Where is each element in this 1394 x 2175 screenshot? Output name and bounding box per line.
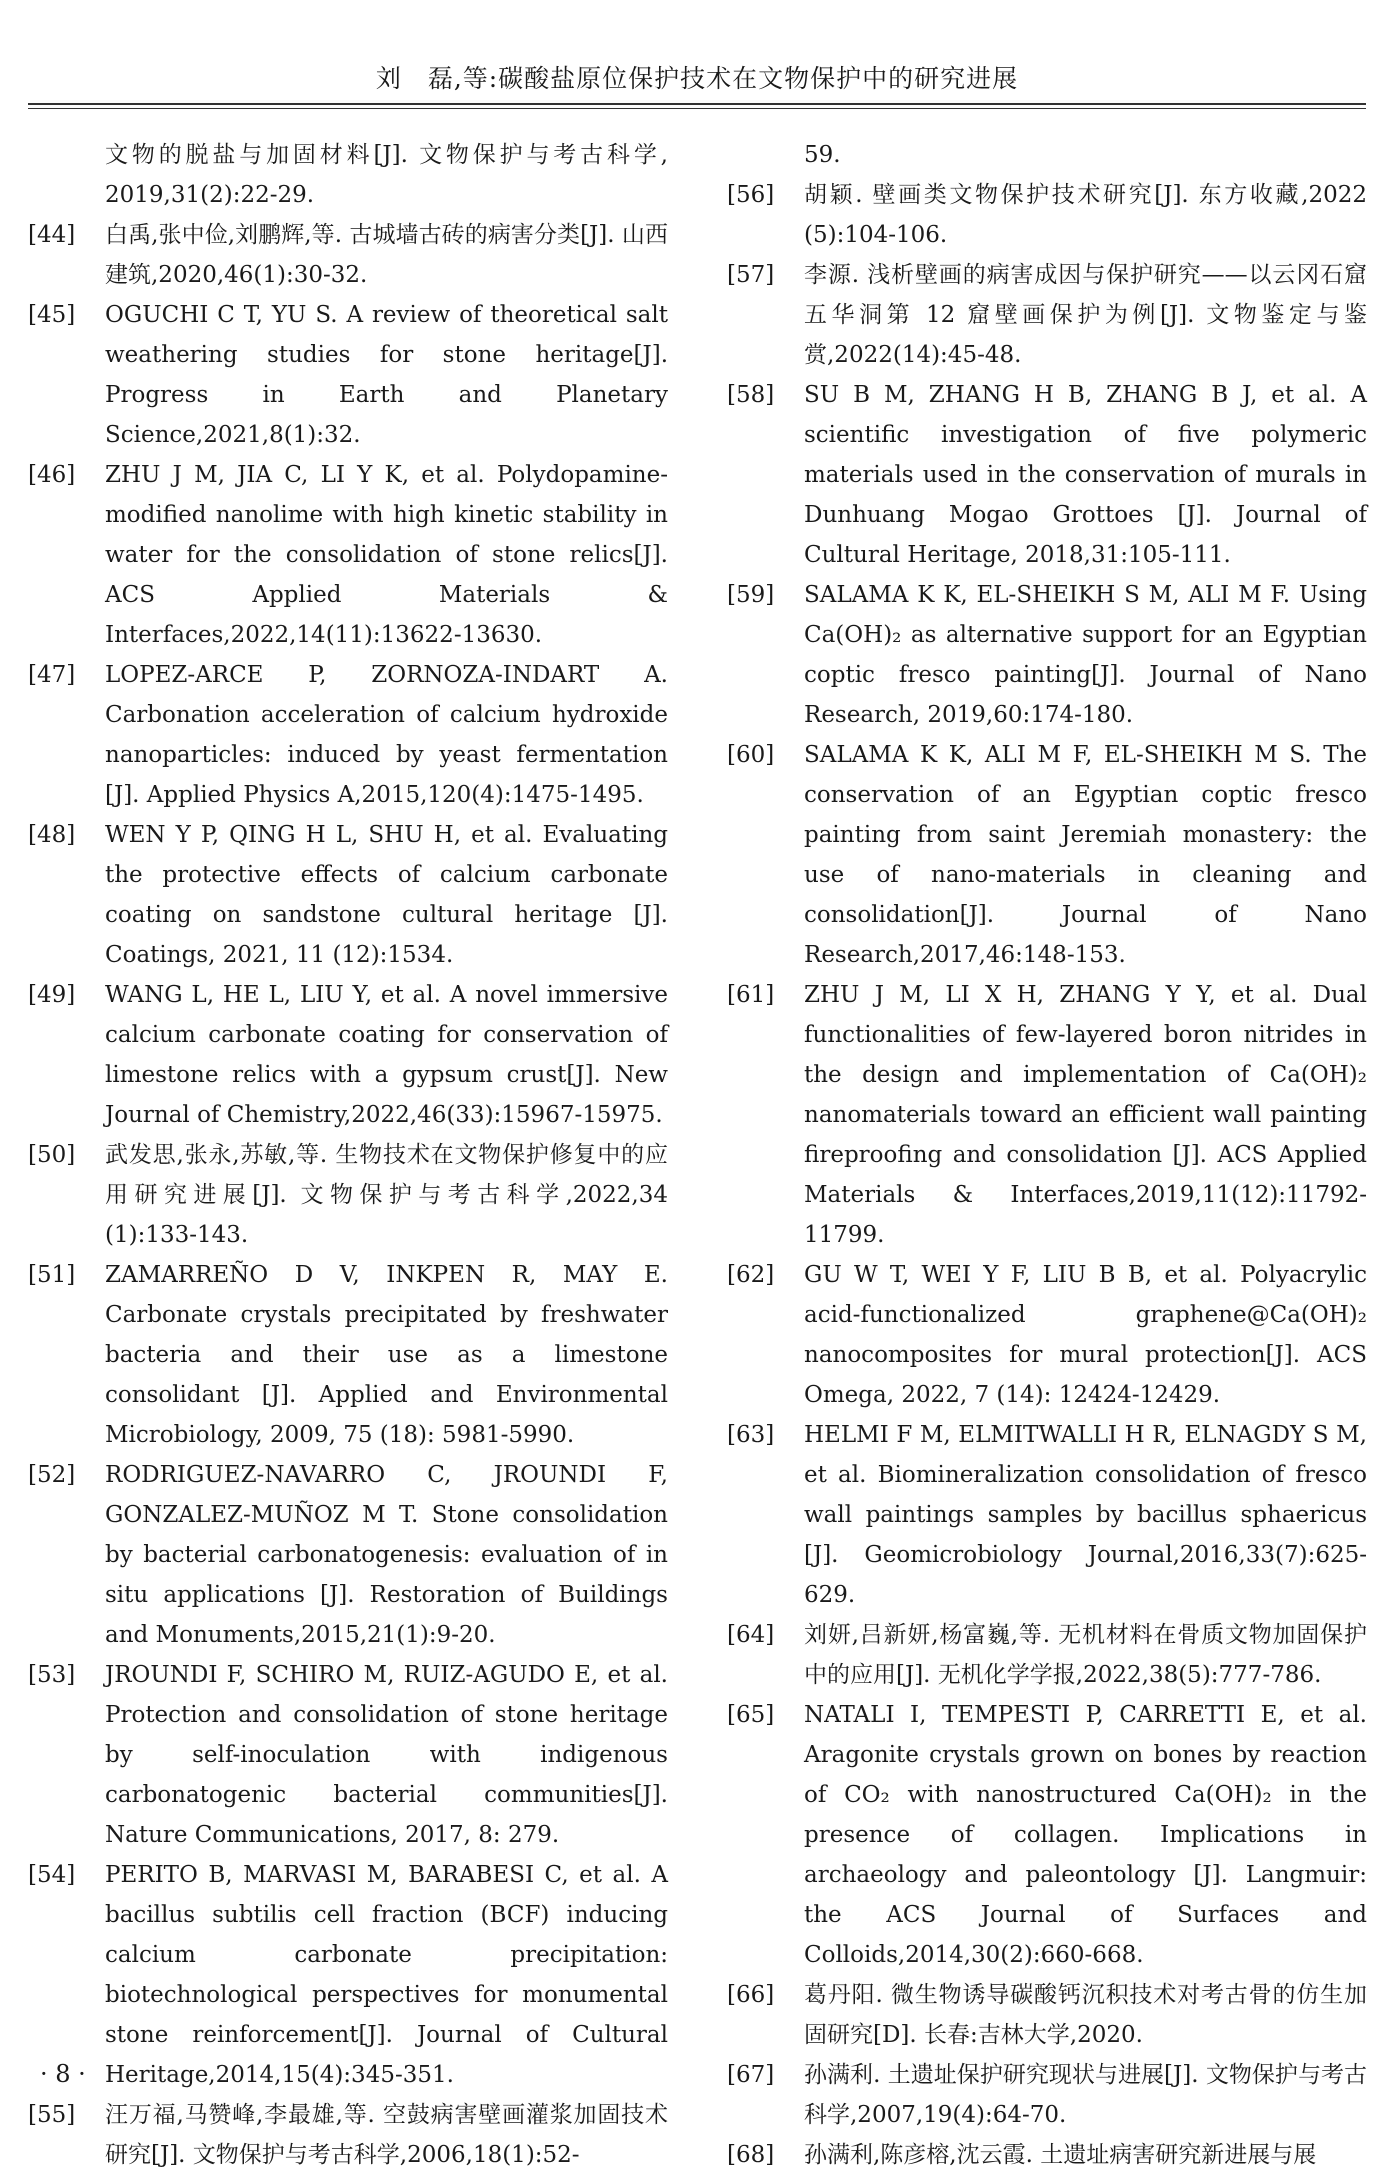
left-column	[28, 135, 668, 2175]
reference-number: [50]	[28, 1142, 76, 1168]
reference-item	[28, 655, 668, 815]
reference-number: [62]	[727, 1262, 775, 1288]
reference-number: [65]	[727, 1702, 775, 1728]
reference-number: [59]	[727, 582, 775, 608]
reference-item	[28, 1855, 668, 2095]
reference-item	[727, 575, 1367, 735]
reference-text: LOPEZ-ARCE P, ZORNOZA-INDART A. Carbonation acceleration of calcium hydroxide nanoparticles: induced by yeast fermentation [J]. Applied Physics A,2015,120(4):1475-1495.	[105, 662, 668, 808]
reference-item	[727, 2055, 1367, 2135]
reference-text: RODRIGUEZ-NAVARRO C, JROUNDI F, GONZALEZ-MUÑOZ M T. Stone consolidation by bacterial carbonatogenesis: evaluation of in situ applications [J]. Restoration of Buildings and Monuments,2015,21(1):9-20.	[105, 1462, 668, 1648]
reference-text: SU B M, ZHANG H B, ZHANG B J, et al. A scientific investigation of five polymeric materials used in the conservation of murals in Dunhuang Mogao Grottoes [J]. Journal of Cultural Heritage, 2018,31:105-111.	[804, 382, 1367, 568]
reference-number: [55]	[28, 2102, 76, 2128]
reference-text: OGUCHI C T, YU S. A review of theoretical salt weathering studies for stone heritage[J]. Progress in Earth and Planetary Science,2021,8(1):32.	[105, 302, 668, 448]
reference-item	[28, 1135, 668, 1255]
reference-number: [60]	[727, 742, 775, 768]
reference-item	[28, 1255, 668, 1455]
reference-text: SALAMA K K, ALI M F, EL-SHEIKH M S. The conservation of an Egyptian coptic fresco painting from saint Jeremiah monastery: the use of nano-materials in cleaning and consolidation[J]. Journal of Nano Research,2017,46:148-153.	[804, 742, 1367, 968]
reference-text: ZHU J M, LI X H, ZHANG Y Y, et al. Dual functionalities of few-layered boron nitrides in the design and implementation of Ca(OH)₂ nanomaterials toward an efficient wall painting fireproofing and consolidation [J]. ACS Applied Materials & Interfaces,2019,11(12):11792-11799.	[804, 982, 1367, 1248]
running-header: 刘 磊,等:碳酸盐原位保护技术在文物保护中的研究进展	[28, 55, 1366, 105]
reference-item	[727, 975, 1367, 1255]
reference-number: [56]	[727, 182, 775, 208]
reference-continuation	[28, 135, 668, 215]
reference-number: [66]	[727, 1982, 775, 2008]
reference-item	[28, 2095, 668, 2175]
reference-item	[727, 175, 1367, 255]
reference-number: [68]	[727, 2142, 775, 2168]
reference-number: [48]	[28, 822, 76, 848]
reference-item	[28, 215, 668, 295]
reference-text: JROUNDI F, SCHIRO M, RUIZ-AGUDO E, et al. Protection and consolidation of stone heritage by self-inoculation with indigenous carbonatogenic bacterial communities[J]. Nature Communications, 2017, 8: 279.	[105, 1662, 668, 1848]
reference-number: [47]	[28, 662, 76, 688]
reference-item	[727, 1615, 1367, 1695]
reference-text: NATALI I, TEMPESTI P, CARRETTI E, et al. Aragonite crystals grown on bones by reaction of CO₂ with nanostructured Ca(OH)₂ in the presence of collagen. Implications in archaeology and paleontology [J]. Langmuir: the ACS Journal of Surfaces and Colloids,2014,30(2):660-668.	[804, 1702, 1367, 1968]
reference-item	[727, 255, 1367, 375]
reference-text: 胡颖. 壁画类文物保护技术研究[J]. 东方收藏,2022 (5):104-106.	[804, 182, 1367, 248]
reference-number: [49]	[28, 982, 76, 1008]
reference-number: [58]	[727, 382, 775, 408]
reference-text: WEN Y P, QING H L, SHU H, et al. Evaluating the protective effects of calcium carbonate coating on sandstone cultural heritage [J]. Coatings, 2021, 11 (12):1534.	[105, 822, 668, 968]
reference-number: [46]	[28, 462, 76, 488]
reference-number: [61]	[727, 982, 775, 1008]
reference-text: PERITO B, MARVASI M, BARABESI C, et al. A bacillus subtilis cell fraction (BCF) inducing calcium carbonate precipitation: biotechnological perspectives for monumental stone reinforcement[J]. Journal of Cultural Heritage,2014,15(4):345-351.	[105, 1862, 668, 2088]
reference-number: [57]	[727, 262, 775, 288]
reference-item	[28, 815, 668, 975]
reference-text: WANG L, HE L, LIU Y, et al. A novel immersive calcium carbonate coating for conservation of limestone relics with a gypsum crust[J]. New Journal of Chemistry,2022,46(33):15967-15975.	[105, 982, 668, 1128]
reference-item	[727, 2135, 1367, 2175]
reference-number: [53]	[28, 1662, 76, 1688]
reference-item	[727, 375, 1367, 575]
reference-item	[28, 1655, 668, 1855]
reference-item	[28, 975, 668, 1135]
reference-text: 文物的脱盐与加固材料[J]. 文物保护与考古科学, 2019,31(2):22-29.	[105, 142, 668, 208]
reference-text: 白禹,张中俭,刘鹏辉,等. 古城墙古砖的病害分类[J]. 山西建筑,2020,46(1):30-32.	[105, 222, 668, 288]
reference-number: [45]	[28, 302, 76, 328]
reference-item	[28, 1455, 668, 1655]
reference-number: [44]	[28, 222, 76, 248]
reference-text: 葛丹阳. 微生物诱导碳酸钙沉积技术对考古骨的仿生加固研究[D]. 长春:吉林大学,2020.	[804, 1982, 1367, 2048]
reference-text: HELMI F M, ELMITWALLI H R, ELNAGDY S M, et al. Biomineralization consolidation of fresco wall paintings samples by bacillus sphaericus [J]. Geomicrobiology Journal,2016,33(7):625-629.	[804, 1422, 1367, 1608]
reference-number: [54]	[28, 1862, 76, 1888]
reference-text: ZAMARREÑO D V, INKPEN R, MAY E. Carbonate crystals precipitated by freshwater bacteria and their use as a limestone consolidant [J]. Applied and Environmental Microbiology, 2009, 75 (18): 5981-5990.	[105, 1262, 668, 1448]
reference-number: [52]	[28, 1462, 76, 1488]
reference-continuation	[727, 135, 1367, 175]
right-column	[727, 135, 1367, 2175]
reference-item	[727, 1695, 1367, 1975]
reference-text: 武发思,张永,苏敏,等. 生物技术在文物保护修复中的应用研究进展[J]. 文物保护与考古科学,2022,34 (1):133-143.	[105, 1142, 668, 1248]
reference-item	[727, 735, 1367, 975]
reference-text: SALAMA K K, EL-SHEIKH S M, ALI M F. Using Ca(OH)₂ as alternative support for an Egyptian coptic fresco painting[J]. Journal of Nano Research, 2019,60:174-180.	[804, 582, 1367, 728]
reference-text: 孙满利,陈彦榕,沈云霞. 土遗址病害研究新进展与展	[804, 2142, 1317, 2168]
reference-number: [51]	[28, 1262, 76, 1288]
reference-item	[727, 1975, 1367, 2055]
reference-text: 汪万福,马赞峰,李最雄,等. 空鼓病害壁画灌浆加固技术研究[J]. 文物保护与考古科学,2006,18(1):52-	[105, 2102, 668, 2168]
reference-text: ZHU J M, JIA C, LI Y K, et al. Polydopamine-modified nanolime with high kinetic stability in water for the consolidation of stone relics[J]. ACS Applied Materials & Interfaces,2022,14(11):13622-13630.	[105, 462, 668, 648]
reference-item	[727, 1255, 1367, 1415]
reference-item	[727, 1415, 1367, 1615]
reference-number: [63]	[727, 1422, 775, 1448]
reference-text: 孙满利. 土遗址保护研究现状与进展[J]. 文物保护与考古科学,2007,19(4):64-70.	[804, 2062, 1367, 2128]
reference-number: [67]	[727, 2062, 775, 2088]
reference-item	[28, 455, 668, 655]
page-number: · 8 ·	[40, 2060, 86, 2088]
reference-text: 李源. 浅析壁画的病害成因与保护研究——以云冈石窟五华洞第 12 窟壁画保护为例[J]. 文物鉴定与鉴赏,2022(14):45-48.	[804, 262, 1367, 368]
reference-text: 刘妍,吕新妍,杨富巍,等. 无机材料在骨质文物加固保护中的应用[J]. 无机化学学报,2022,38(5):777-786.	[804, 1622, 1367, 1688]
reference-text: 59.	[804, 142, 841, 168]
reference-item	[28, 295, 668, 455]
reference-text: GU W T, WEI Y F, LIU B B, et al. Polyacrylic acid-functionalized graphene@Ca(OH)₂ nanocomposites for mural protection[J]. ACS Omega, 2022, 7 (14): 12424-12429.	[804, 1262, 1367, 1408]
reference-number: [64]	[727, 1622, 775, 1648]
